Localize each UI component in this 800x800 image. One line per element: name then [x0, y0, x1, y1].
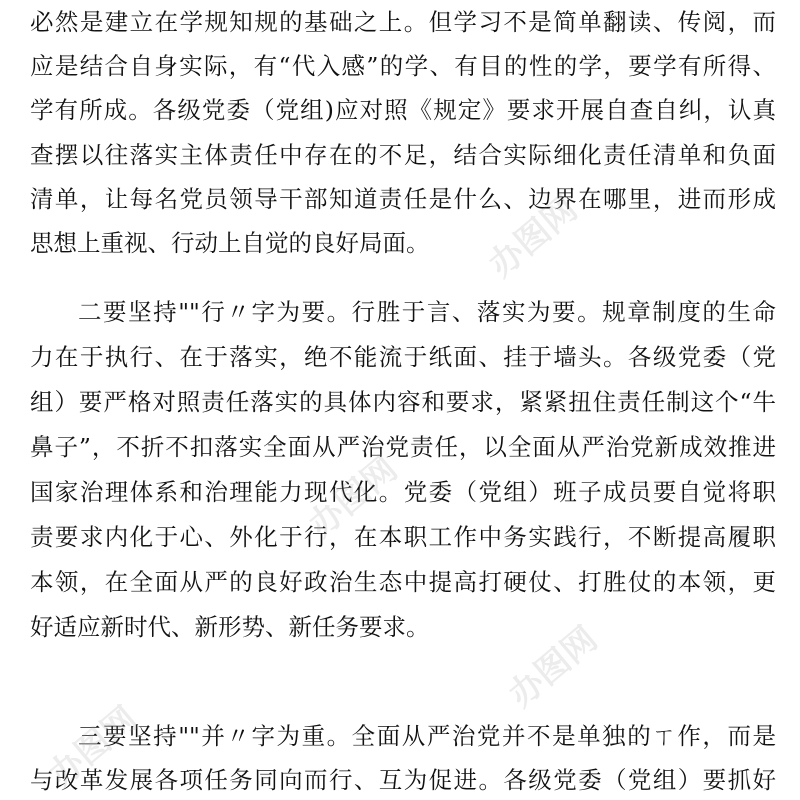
- text-line: 思想上重视、行动上自觉的良好局面。: [30, 229, 430, 257]
- watermark: 办图网: [41, 699, 146, 796]
- text-line: 本领，在全面从严的良好政治生态中提高打硬仗、打胜仗的本领，更: [30, 568, 776, 596]
- text-line: 责要求内化于心、外化于行，在本职工作中务实践行，不断提高履职: [30, 523, 776, 551]
- text-line: 三要坚持""并〃字为重。全面从严治党并不是单独的ㄒ作，而是: [78, 722, 776, 750]
- text-line: 清单，让每名党员领导干部知道责任是什么、边界在哪里，进而形成: [30, 185, 776, 213]
- text-line: 必然是建立在学规知规的基础之上。但学习不是简单翻读、传阅，而: [30, 8, 776, 36]
- text-line: 查摆以往落实主体责任中存在的不足，结合实际细化责任清单和负面: [30, 141, 776, 169]
- text-line: 与改革发展各项任务同向而行、互为促进。各级党委（党组）要抓好: [30, 766, 776, 794]
- text-line: 二要坚持""行〃字为要。行胜于言、落实为要。规章制度的生命: [78, 298, 776, 326]
- watermark: 办图网: [501, 619, 606, 716]
- watermark: 办图网: [481, 189, 586, 286]
- text-line: 学有所成。各级党委（党组)应对照《规定》要求开展自查自纠，认真: [30, 96, 776, 124]
- text-line: 应是结合自身实际，有“代入感”的学、有目的性的学，要学有所得、: [30, 52, 776, 80]
- text-line: 力在于执行、在于落实，绝不能流于纸面、挂于墙头。各级党委（党: [30, 343, 776, 371]
- text-line: 组）要严格对照责任落实的具体内容和要求，紧紧扭住责任制这个“牛: [30, 388, 776, 416]
- text-line: 国家治理体系和治理能力现代化。党委（党组）班子成员要自觉将职: [30, 478, 776, 506]
- text-line: 鼻子”，不折不扣落实全面从严治党责任，以全面从严治党新成效推进: [30, 433, 776, 461]
- text-line: 好适应新时代、新形势、新任务要求。: [30, 613, 430, 641]
- watermark: 办图网: [301, 449, 406, 546]
